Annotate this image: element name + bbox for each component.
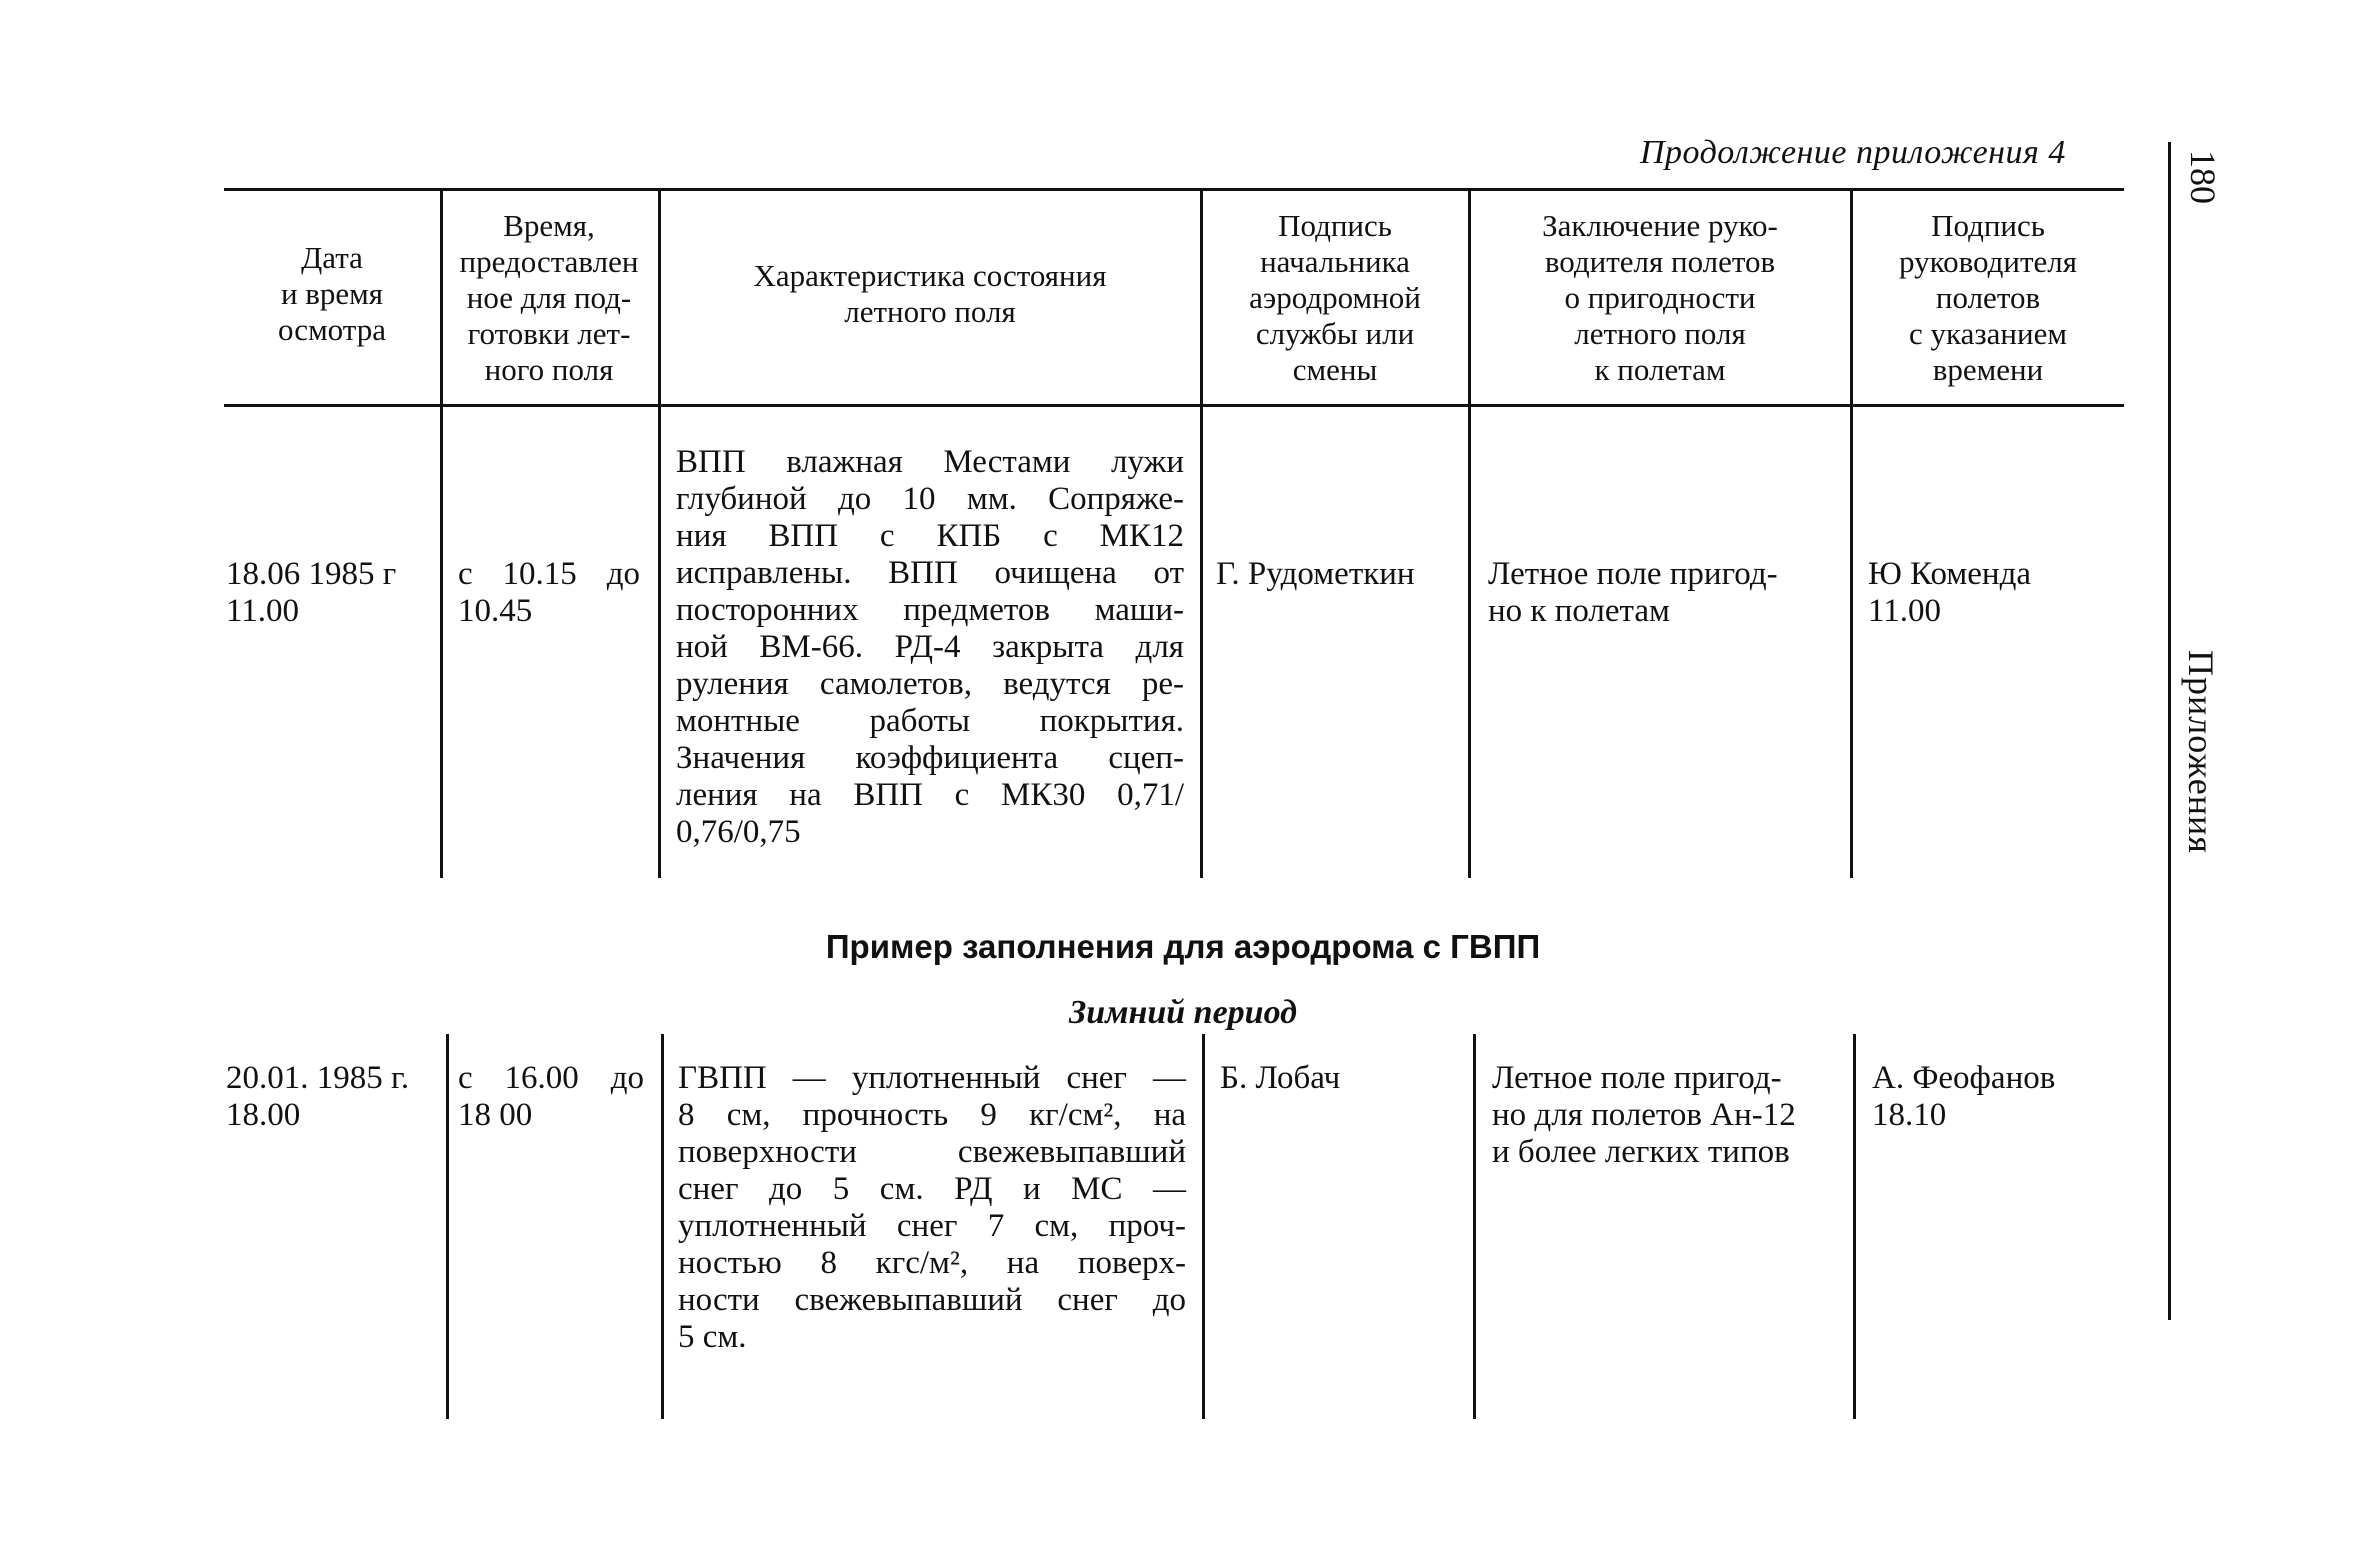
header-prep-time: Время, предоставлен ное для под- готовки лет- ного поля: [459, 208, 639, 387]
column-separator: [1473, 1034, 1476, 1419]
example-heading: Пример заполнения для аэродрома с ГВПП: [825, 928, 1541, 965]
header-director-signature: Подпись руководителя полетов с указанием времени: [1898, 208, 2077, 387]
column-separator: [1202, 1034, 1205, 1419]
row1-director-signature: Ю Коменда 11.00: [1868, 556, 2032, 629]
row1-description: ВПП влажная Местами лужи глубиной до 10 мм. Сопряже- ния ВПП с КПБ с МК12 исправлены. ВПП очищена от посторонних предметов маши- ной ВМ-66. РД-4 закрыта для руления самолетов, ведутся ре- монтные работы покрытия. Значения коэффициента сцеп- ления на ВПП с МК30 0,71/ 0,76/0,75: [676, 444, 1184, 850]
row1-conclusion: Летное поле пригод- но к полетам: [1488, 556, 1778, 629]
header-conclusion: Заключение руко- водителя полетов о пригодности летного поля к полетам: [1542, 208, 1778, 387]
row2-service-signature: Б. Лобач: [1220, 1060, 1341, 1096]
period-heading: Зимний период: [1068, 994, 1298, 1031]
header-field-condition: Характеристика состояния летного поля: [753, 258, 1107, 329]
header-date: Дата и время осмотра: [278, 240, 386, 347]
row2-conclusion: Летное поле пригод- но для полетов Ан-12 и более легких типов: [1492, 1060, 1796, 1170]
page-number: 180: [2183, 150, 2223, 204]
row2-director-signature: А. Феофанов 18.10: [1872, 1060, 2056, 1133]
row1-date: 18.06 1985 г 11.00: [226, 556, 397, 629]
column-separator: [661, 1034, 664, 1419]
row1-service-signature: Г. Рудометкин: [1216, 556, 1415, 592]
header-service-signature: Подпись начальника аэродромной службы или смены: [1249, 208, 1421, 387]
table-top-rule: [224, 188, 2124, 191]
row2-date: 20.01. 1985 г. 18.00: [226, 1060, 410, 1133]
margin-rule: [2168, 142, 2171, 1320]
section-title: Приложения: [2181, 650, 2221, 854]
row1-prep-time: с 10.15 до 10.45: [458, 556, 640, 629]
column-separator: [446, 1034, 449, 1419]
row2-description: ГВПП — уплотненный снег — 8 см, прочность 9 кг/см², на поверхности свежевыпавший снег до 5 см. РД и МС — уплотненный снег 7 см, проч- ностью 8 кгс/м², на поверх- ности свежевыпавший снег до 5 см.: [678, 1060, 1186, 1355]
row2-prep-time: с 16.00 до 18 00: [458, 1060, 644, 1133]
header-bottom-rule: [224, 404, 2124, 407]
continuation-caption: Продолжение приложения 4: [1640, 134, 2066, 171]
column-separator: [1853, 1034, 1856, 1419]
